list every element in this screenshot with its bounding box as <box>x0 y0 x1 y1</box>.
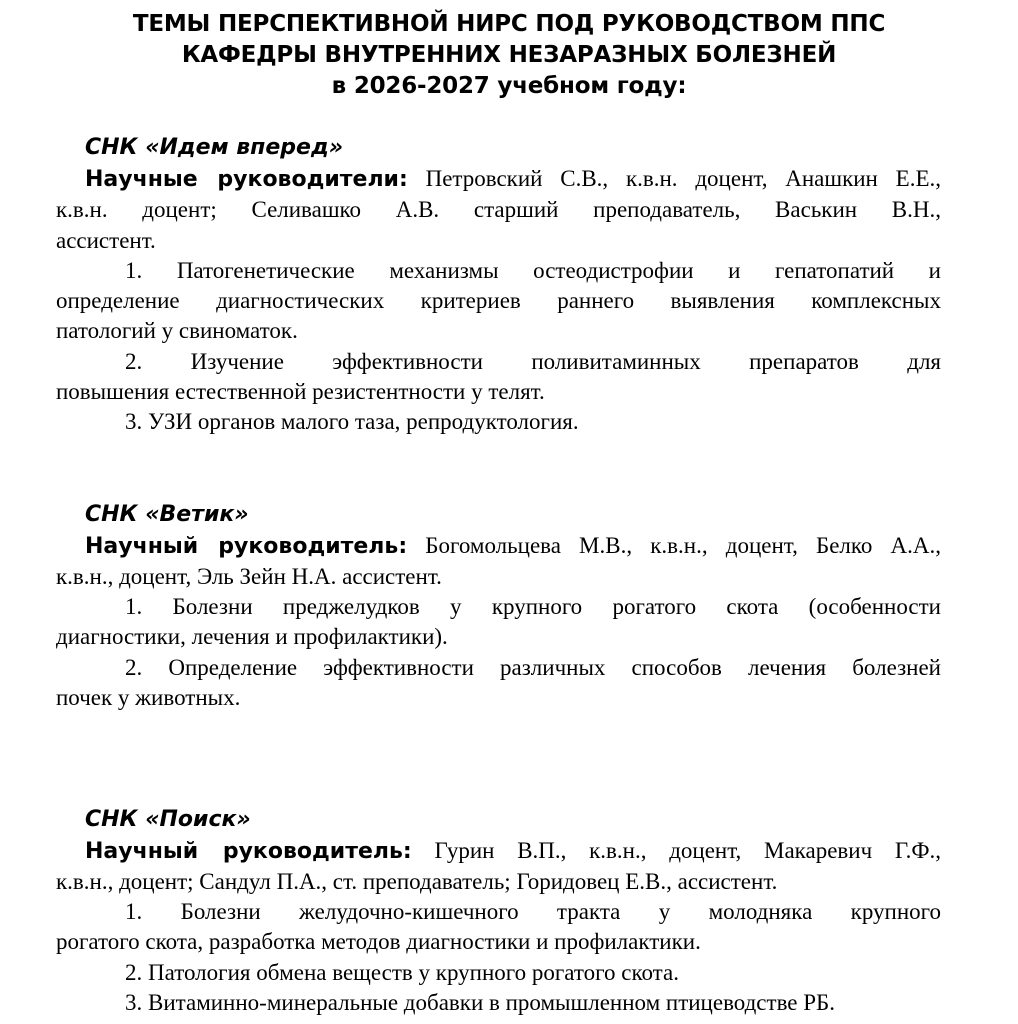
leaders-names: Богомольцева М.В., к.в.н., доцент, Белко А.А., <box>425 533 942 558</box>
document-title-line-1: ТЕМЫ ПЕРСПЕКТИВНОЙ НИРС ПОД РУКОВОДСТВОМ ППС <box>132 11 886 37</box>
leaders-names: Гурин В.П., к.в.н., доцент, Макаревич Г.Ф., <box>434 838 942 863</box>
section-leaders-line <box>85 836 941 867</box>
topic-item-continuation: повышения естественной резистентности у телят. <box>56 379 545 404</box>
topic-item: 2. Изучение эффективности поливитаминных препаратов для <box>125 349 941 374</box>
topic-item-continuation: диагностики, лечения и профилактики). <box>56 624 448 649</box>
topic-item-continuation: патологий у свиноматок. <box>56 318 298 343</box>
section-leaders-line: к.в.н. доцент; Селивашко А.В. старший преподаватель, Васькин В.Н., <box>56 197 941 222</box>
section-leaders-line: к.в.н., доцент, Эль Зейн Н.А. ассистент. <box>56 564 442 589</box>
leaders-names: Петровский С.В., к.в.н. доцент, Анашкин Е.Е., <box>425 166 942 191</box>
topic-item-continuation: почек у животных. <box>56 685 241 710</box>
topic-item-continuation: рогатого скота, разработка методов диагностики и профилактики. <box>56 929 701 954</box>
section-title-idem-vpered: СНК «Идем вперед» <box>85 135 344 160</box>
section-leaders-line: ассистент. <box>56 228 156 253</box>
section-leaders-line: к.в.н., доцент; Сандул П.А., ст. преподаватель; Горидовец Е.В., ассистент. <box>56 869 778 894</box>
leaders-label: Научный руководитель: <box>85 534 408 559</box>
section-leaders-line <box>85 164 941 195</box>
topic-item: 3. Витаминно-минеральные добавки в промышленном птицеводстве РБ. <box>125 990 836 1015</box>
section-title-vetik: СНК «Ветик» <box>85 502 249 527</box>
topic-item: 2. Патология обмена веществ у крупного рогатого скота. <box>125 960 679 985</box>
document-title-line-3: в 2026-2027 учебном году: <box>331 73 687 99</box>
topic-item: 3. УЗИ органов малого таза, репродуктология. <box>125 409 579 434</box>
document-title-line-2: КАФЕДРЫ ВНУТРЕННИХ НЕЗАРАЗНЫХ БОЛЕЗНЕЙ <box>181 42 837 68</box>
leaders-label: Научные руководители: <box>85 167 408 192</box>
topic-item: 1. Болезни преджелудков у крупного рогатого скота (особенности <box>125 594 941 619</box>
topic-item: 2. Определение эффективности различных способов лечения болезней <box>125 655 941 680</box>
topic-item: 1. Болезни желудочно-кишечного тракта у молодняка крупного <box>125 899 941 924</box>
leaders-label: Научный руководитель: <box>85 839 412 864</box>
topic-item: 1. Патогенетические механизмы остеодистрофии и гепатопатий и <box>125 258 941 283</box>
section-title-poisk: СНК «Поиск» <box>85 807 251 832</box>
section-leaders-line <box>85 531 941 562</box>
topic-item-continuation: определение диагностических критериев раннего выявления комплексных <box>56 288 941 313</box>
